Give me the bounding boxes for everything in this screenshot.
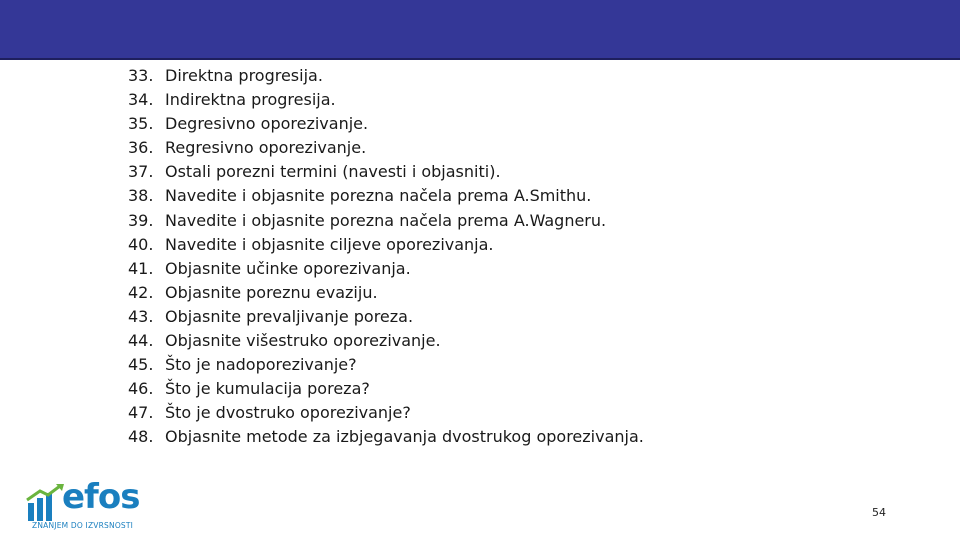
question-text: Objasnite učinke oporezivanja. (165, 258, 411, 278)
question-item (128, 353, 644, 377)
question-item (128, 64, 644, 88)
question-number: 46. (128, 379, 154, 399)
question-text: Degresivno oporezivanje. (165, 114, 369, 134)
question-item (128, 281, 644, 305)
question-item (128, 329, 644, 353)
question-number: 33. (128, 66, 154, 85)
question-text: Navedite i objasnite porezna načela prema A.Smithu. (165, 186, 592, 206)
question-number: 40. (128, 234, 154, 254)
page-number: 54 (872, 506, 886, 519)
question-number: 37. (128, 162, 154, 182)
logo-bars-icon (26, 483, 66, 523)
question-text: Objasnite metode za izbjegavanja dvostrukog oporezivanja. (165, 427, 644, 447)
logo-tagline: ZNANJEM DO IZVRSNOSTI (32, 521, 134, 530)
question-number: 44. (128, 331, 154, 351)
question-number: 45. (128, 355, 154, 375)
question-text: Indirektna progresija. (165, 90, 336, 110)
question-number: 48. (128, 427, 154, 447)
question-text: Ostali porezni termini (navesti i objasniti). (165, 162, 501, 182)
question-item (128, 112, 644, 136)
question-number: 39. (128, 210, 154, 230)
question-number: 42. (128, 282, 154, 302)
question-item (128, 233, 644, 257)
question-item (128, 377, 644, 401)
question-number: 41. (128, 258, 154, 278)
question-item (128, 257, 644, 281)
question-text: Što je kumulacija poreza? (165, 379, 370, 399)
question-text: Regresivno oporezivanje. (165, 138, 367, 158)
question-text: Navedite i objasnite ciljeve oporezivanja. (165, 234, 494, 254)
question-text: Direktna progresija. (165, 66, 323, 85)
question-item (128, 88, 644, 112)
header-bar (0, 0, 960, 60)
question-item (128, 209, 644, 233)
question-item (128, 160, 644, 184)
question-number: 36. (128, 138, 154, 158)
question-text: Objasnite višestruko oporezivanje. (165, 331, 441, 351)
question-text: Navedite i objasnite porezna načela prema A.Wagneru. (165, 210, 607, 230)
question-item (128, 425, 644, 449)
question-number: 35. (128, 114, 154, 134)
question-number: 47. (128, 403, 154, 423)
question-number: 34. (128, 90, 154, 110)
question-text: Objasnite poreznu evaziju. (165, 282, 378, 302)
efos-logo (26, 477, 156, 533)
question-item (128, 184, 644, 208)
question-text: Objasnite prevaljivanje poreza. (165, 306, 414, 326)
question-item (128, 136, 644, 160)
logo-wordmark: efos (62, 477, 140, 517)
question-item (128, 305, 644, 329)
question-text: Što je nadoporezivanje? (165, 355, 357, 375)
question-number: 43. (128, 306, 154, 326)
question-text: Što je dvostruko oporezivanje? (165, 403, 411, 423)
question-list (128, 64, 644, 450)
question-item (128, 401, 644, 425)
question-number: 38. (128, 186, 154, 206)
